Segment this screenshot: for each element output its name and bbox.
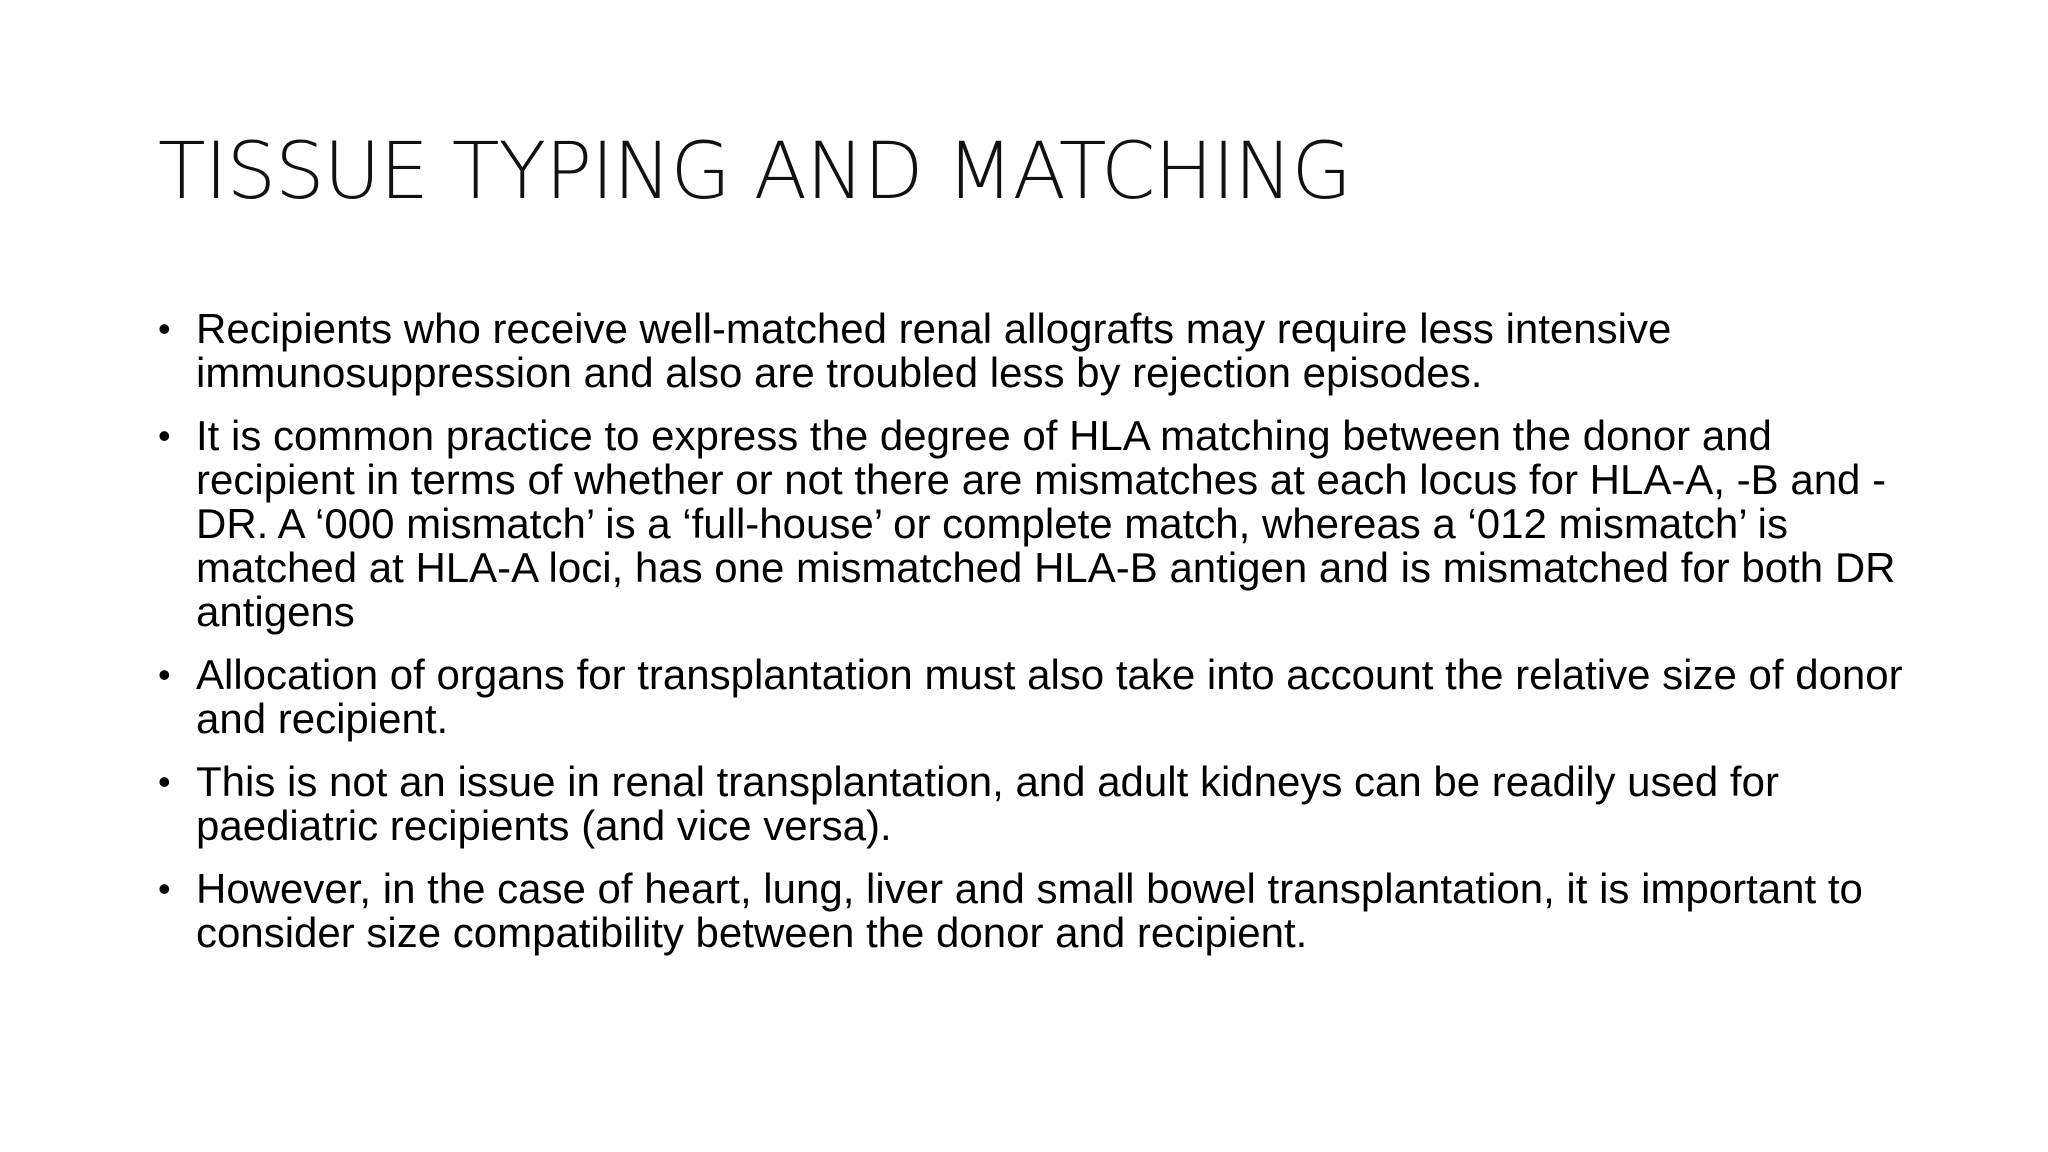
bullet-text: It is common practice to express the degree of HLA matching between the donor and recipient in terms of whether or not there are mismatches at each locus for HLA-A, -B and -DR. A ‘000 mismatch’ is a ‘full-house’ or complete match, whereas a ‘012 mismatch’ is matched at HLA-A loci, has one mismatched HLA-B antigen and is mismatched for both DR antigens bbox=[196, 412, 1896, 635]
bullet-text: Recipients who receive well-matched renal allografts may require less intensive immunosuppression and also are troubled less by rejection episodes. bbox=[196, 305, 1672, 396]
bullet-item bbox=[158, 414, 1918, 634]
bullet-point-icon: • bbox=[158, 761, 171, 802]
bullet-item bbox=[158, 307, 1918, 395]
bullet-point-icon: • bbox=[158, 868, 171, 909]
bullet-point-icon: • bbox=[158, 415, 171, 456]
bullet-text: This is not an issue in renal transplantation, and adult kidneys can be readily used for paediatric recipients (and vice versa). bbox=[196, 758, 1779, 849]
bullet-point-icon: • bbox=[158, 308, 171, 349]
bullet-text: However, in the case of heart, lung, liver and small bowel transplantation, it is important to consider size compatibility between the donor and recipient. bbox=[196, 865, 1863, 956]
bullet-list bbox=[158, 307, 1918, 974]
bullet-item bbox=[158, 760, 1918, 848]
bullet-point-icon: • bbox=[158, 654, 171, 695]
slide-title: TISSUE TYPING AND MATCHING bbox=[158, 127, 1351, 217]
bullet-text: Allocation of organs for transplantation must also take into account the relative size of donor and recipient. bbox=[196, 651, 1903, 742]
bullet-item bbox=[158, 653, 1918, 741]
bullet-item bbox=[158, 867, 1918, 955]
